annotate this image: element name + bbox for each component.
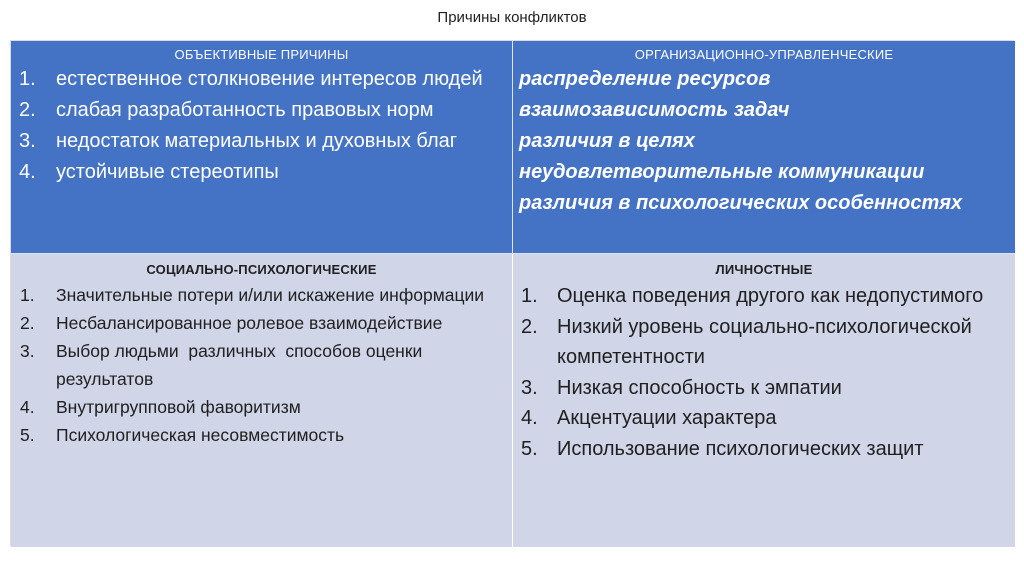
social-causes-list — [11, 281, 512, 449]
list-item: 1. Оценка поведения другого как недопустимого — [513, 281, 1015, 312]
organizational-causes-cell — [513, 41, 1015, 254]
list-item-text: Низкая способность к эмпатии — [557, 376, 842, 399]
list-item-text: Психологическая несовместимость — [56, 425, 345, 445]
list-item: распределение ресурсов — [519, 68, 771, 90]
list-item: 5. Использование психологических защит — [513, 434, 1015, 465]
list-item-text: Выбор людьми различных способов оценки результатов — [56, 341, 428, 389]
list-item: 1. Значительные потери и/или искажение информации — [11, 281, 512, 309]
list-item-text: Внутригрупповой фаворитизм — [56, 397, 301, 417]
list-item: 1. естественное столкновение интересов людей — [11, 64, 512, 95]
list-item: 3. недостаток материальных и духовных благ — [11, 126, 512, 157]
list-item-text: Значительные потери и/или искажение информации — [56, 285, 485, 305]
list-item: различия в психологических особенностях — [519, 192, 963, 214]
list-item-text: Несбалансированное ролевое взаимодействие — [56, 313, 443, 333]
list-item: различия в целях — [519, 130, 695, 152]
list-item-text: Акцентуации характера — [557, 407, 777, 430]
list-item-text: недостаток материальных и духовных благ — [56, 130, 458, 152]
list-item: 4. Внутригрупповой фаворитизм — [11, 393, 512, 421]
organizational-causes-heading: ОРГАНИЗАЦИОННО-УПРАВЛЕНЧЕСКИЕ — [634, 47, 894, 62]
page-title: Причины конфликтов — [437, 9, 587, 26]
list-item-text: слабая разработанность правовых норм — [56, 99, 434, 121]
list-item-text: Использование психологических защит — [557, 437, 924, 460]
list-item-text: Оценка поведения другого как недопустимого — [557, 285, 984, 307]
list-item: 3. Выбор людьми различных способов оценки результатов — [11, 337, 512, 393]
personal-causes-heading: ЛИЧНОСТНЫЕ — [715, 262, 813, 277]
list-item: 5. Психологическая несовместимость — [11, 421, 512, 449]
organizational-causes-list — [513, 64, 1015, 219]
personal-causes-cell — [513, 254, 1015, 547]
objective-causes-cell — [11, 41, 513, 254]
causes-table — [10, 40, 1014, 546]
list-item: 2. Несбалансированное ролевое взаимодействие — [11, 309, 512, 337]
objective-causes-list — [11, 64, 512, 188]
list-item: 4. устойчивые стереотипы — [11, 157, 512, 188]
list-item: 4. Акцентуации характера — [513, 403, 1015, 434]
list-item-text: устойчивые стереотипы — [56, 161, 279, 183]
list-item-text: Низкий уровень социально-психологической компетентности — [557, 315, 972, 369]
list-item: 2. Низкий уровень социально-психологической компетентности — [513, 312, 1015, 373]
social-causes-heading: СОЦИАЛЬНО-ПСИХОЛОГИЧЕСКИЕ — [146, 262, 377, 277]
list-item: неудовлетворительные коммуникации — [519, 161, 925, 183]
list-item: взаимозависимость задач — [519, 99, 790, 121]
list-item: 3. Низкая способность к эмпатии — [513, 373, 1015, 404]
list-item-text: естественное столкновение интересов людей — [56, 68, 483, 90]
social-causes-cell — [11, 254, 513, 547]
list-item: 2. слабая разработанность правовых норм — [11, 95, 512, 126]
objective-causes-heading: ОБЪЕКТИВНЫЕ ПРИЧИНЫ — [174, 47, 349, 62]
personal-causes-list — [513, 281, 1015, 465]
